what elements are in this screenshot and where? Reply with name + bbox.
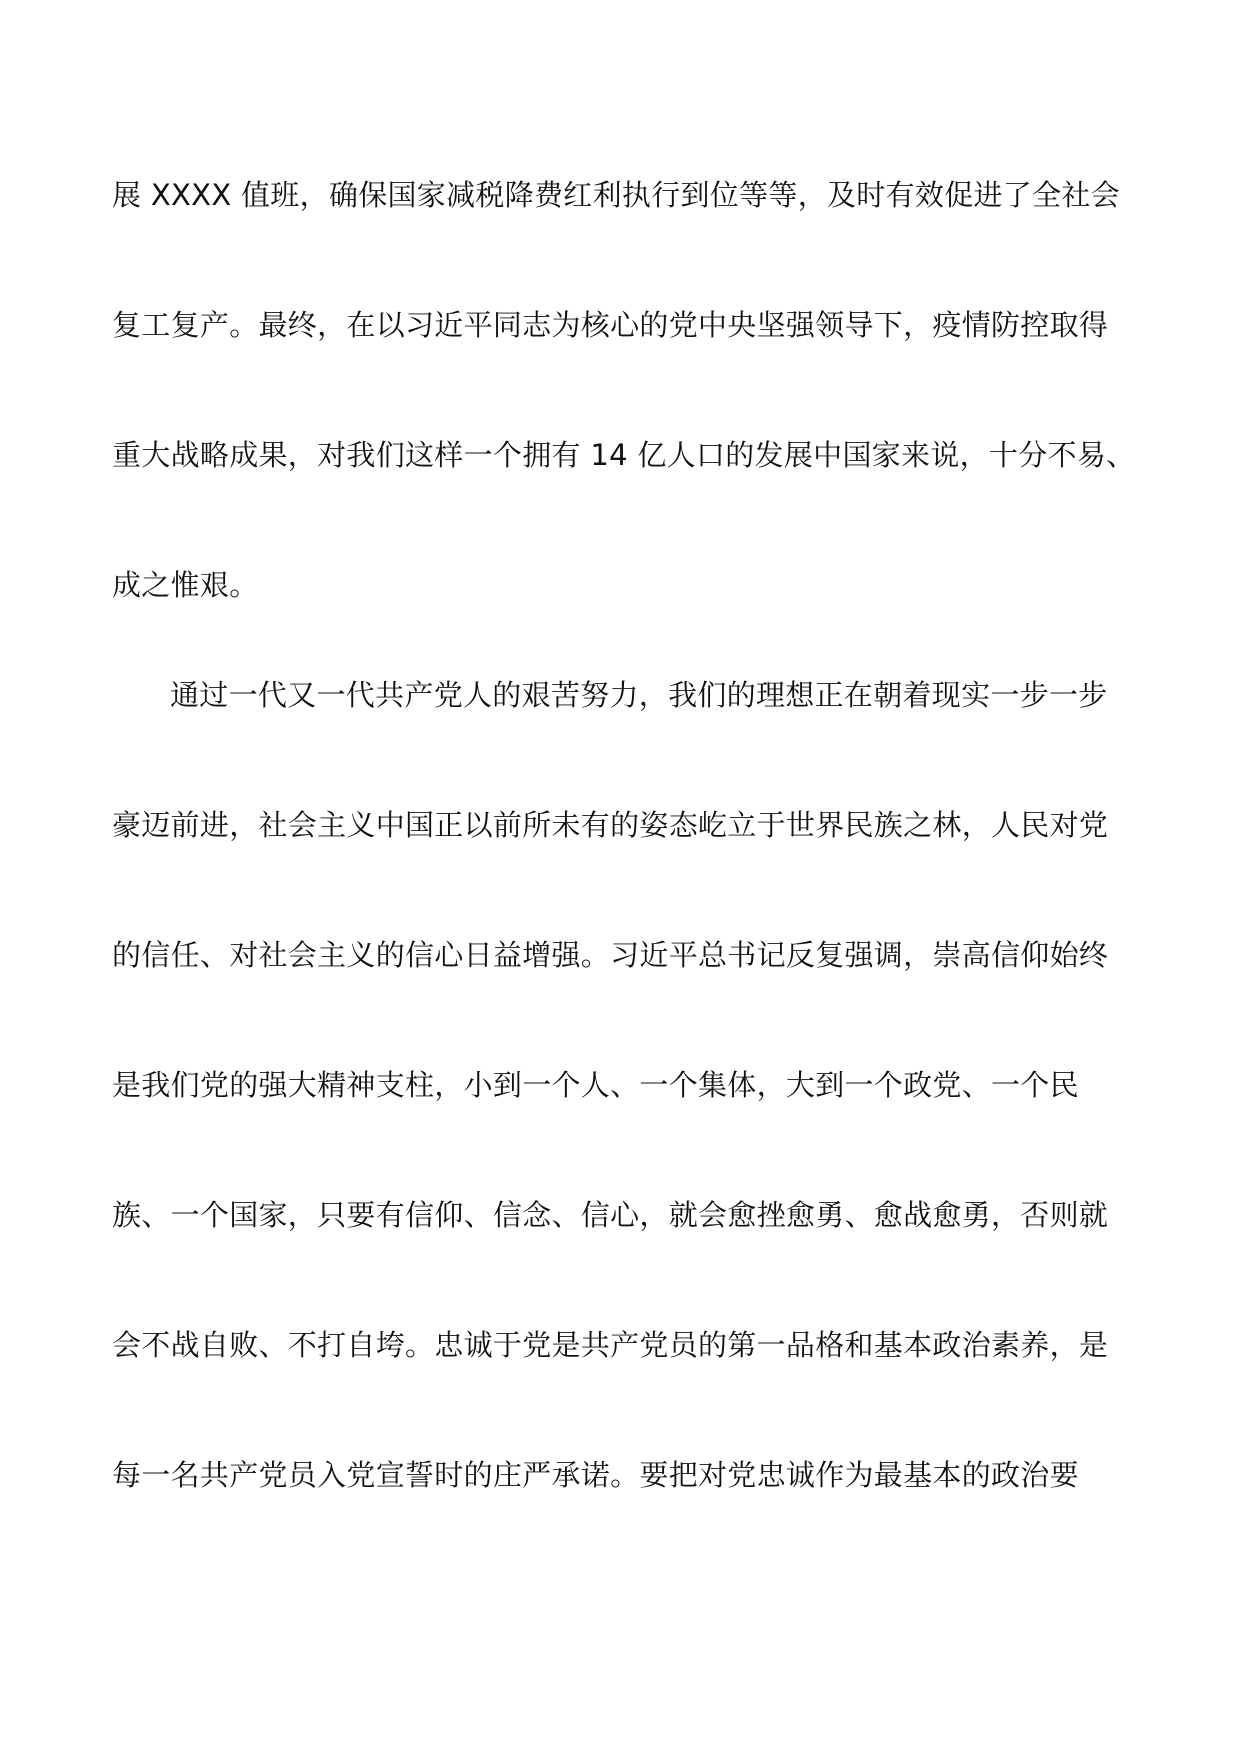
paragraph-first-line: 通过一代又一代共产党人的艰苦努力，我们的理想正在朝着现实一步一步: [170, 678, 1108, 712]
text-line: 复工复产。最终，在以习近平同志为核心的党中央坚强领导下，疫情防控取得: [112, 308, 1109, 342]
text-line: 是我们党的强大精神支柱，小到一个人、一个集体，大到一个政党、一个民: [112, 1068, 1079, 1102]
text-line: 族、一个国家，只要有信仰、信念、信心，就会愈挫愈勇、愈战愈勇，否则就: [112, 1198, 1109, 1232]
text-line: 会不战自败、不打自垮。忠诚于党是共产党员的第一品格和基本政治素养，是: [112, 1328, 1109, 1362]
text-line: 每一名共产党员入党宣誓时的庄严承诺。要把对党忠诚作为最基本的政治要: [112, 1458, 1079, 1492]
text-line: 重大战略成果，对我们这样一个拥有 14 亿人口的发展中国家来说，十分不易、: [112, 438, 1136, 472]
text-line: 豪迈前进，社会主义中国正以前所未有的姿态屹立于世界民族之林，人民对党: [112, 808, 1109, 842]
text-line: 成之惟艰。: [112, 568, 259, 602]
text-line: 展 XXXX 值班，确保国家减税降费红利执行到位等等，及时有效促进了全社会: [112, 178, 1121, 212]
text-line: 的信任、对社会主义的信心日益增强。习近平总书记反复强调，崇高信仰始终: [112, 938, 1109, 972]
